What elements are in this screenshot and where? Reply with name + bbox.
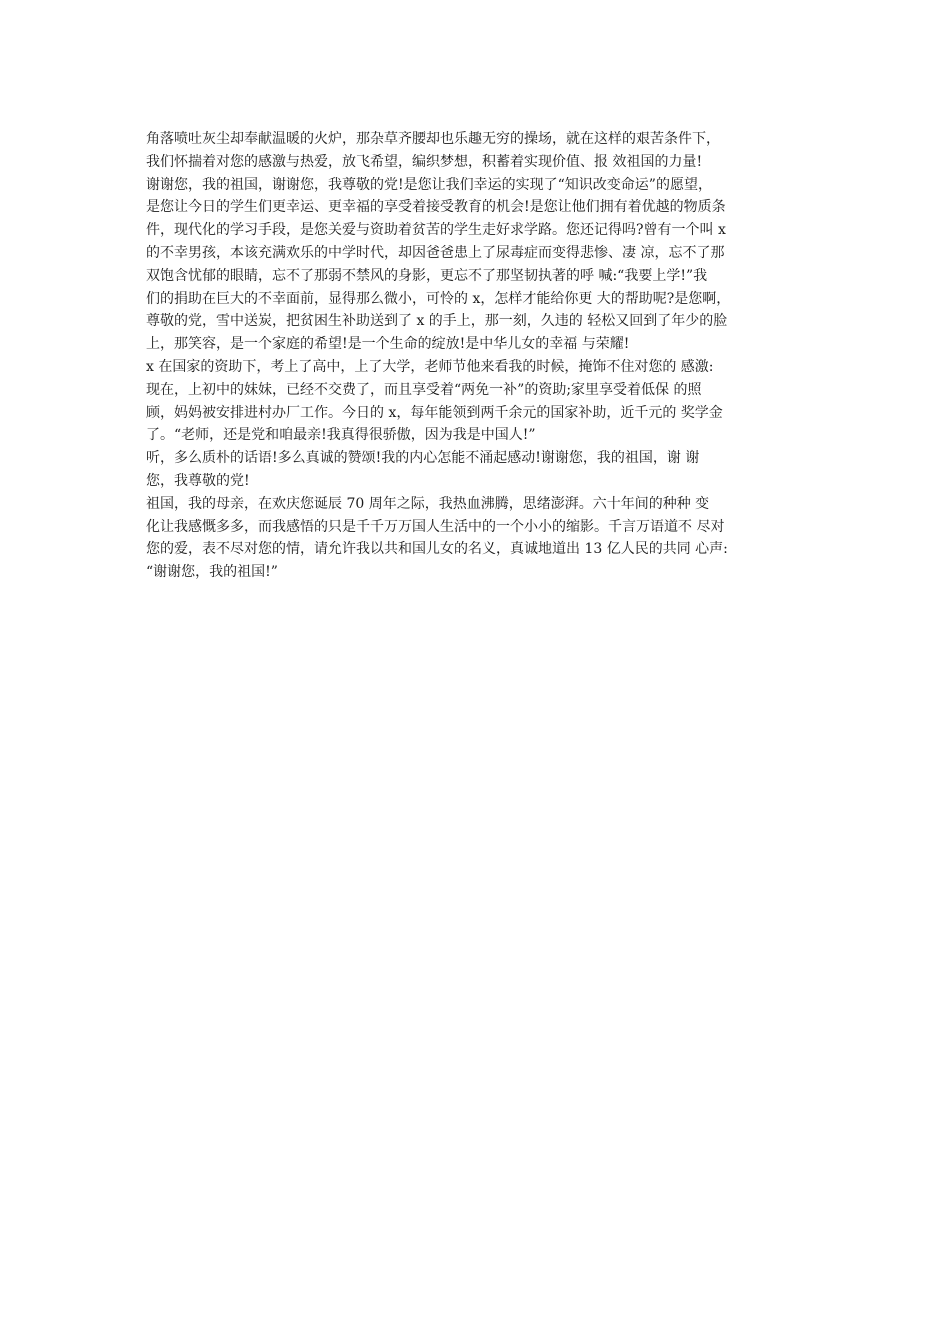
text-line: 您的爱，表不尽对您的情，请允许我以共和国儿女的名义，真诚地道出 13 亿人民的共同 心声: (146, 541, 728, 558)
text-line: 化让我感慨多多，而我感悟的只是千千万万国人生活中的一个小小的缩影。千言万语道不 尽对 (146, 518, 725, 535)
text-line: 件，现代化的学习手段，是您关爱与资助着贫苦的学生走好求学路。您还记得吗?曾有一个叫 x (146, 222, 726, 239)
body-text (146, 128, 810, 584)
text-line: 角落喷吐灰尘却奉献温暖的火炉，那杂草齐腰却也乐趣无穷的操场，就在这样的艰苦条件下， (146, 131, 720, 147)
text-line: 顾，妈妈被安排进村办厂工作。今日的 x，每年能领到两千余元的国家补助，近千元的 奖学金 (146, 404, 723, 421)
text-line: 是您让今日的学生们更幸运、更幸福的享受着接受教育的机会!是您让他们拥有着优越的物质条 (146, 199, 726, 216)
text-line: 们的捐助在巨大的不幸面前，显得那么微小，可怜的 x，怎样才能给你更 大的帮助呢?是您啊， (146, 290, 731, 307)
text-line: “谢谢您，我的祖国!” (146, 564, 278, 581)
text-line: 上，那笑容，是一个家庭的希望!是一个生命的绽放!是中华儿女的幸福 与荣耀! (146, 336, 630, 353)
text-line: 的不幸男孩，本该充满欢乐的中学时代，却因爸爸患上了尿毒症而变得悲惨、凄 凉，忘不了那 (146, 244, 725, 261)
text-line: 您，我尊敬的党! (146, 472, 250, 489)
text-line: 双饱含忧郁的眼睛，忘不了那弱不禁风的身影，更忘不了那坚韧执著的呼 喊:“我要上学!”我 (146, 267, 708, 284)
text-line: 了。“老师，还是党和咱最亲!我真得很骄傲，因为我是中国人!” (146, 427, 536, 444)
text-line: 现在，上初中的妹妹，已经不交费了，而且享受着“两免一补”的资助;家里享受着低保 的照 (146, 381, 702, 398)
text-line: 听，多么质朴的话语!多么真诚的赞颂!我的内心怎能不涌起感动!谢谢您，我的祖国，谢 谢 (146, 450, 700, 467)
text-line: 祖国，我的母亲，在欢庆您诞辰 70 周年之际，我热血沸腾，思绪澎湃。六十年间的种种 变 (146, 495, 710, 512)
text-line: 我们怀揣着对您的感激与热爱，放飞希望，编织梦想，积蓄着实现价值、报 效祖国的力量! (146, 153, 703, 170)
text-line: x 在国家的资助下，考上了高中，上了大学，老师节他来看我的时候，掩饰不住对您的 感激: (146, 358, 714, 375)
text-line: 尊敬的党，雪中送炭，把贫困生补助送到了 x 的手上，那一刻，久违的 轻松又回到了年少的脸 (146, 313, 728, 330)
text-line: 谢谢您，我的祖国，谢谢您，我尊敬的党!是您让我们幸运的实现了“知识改变命运”的愿望， (146, 176, 712, 193)
